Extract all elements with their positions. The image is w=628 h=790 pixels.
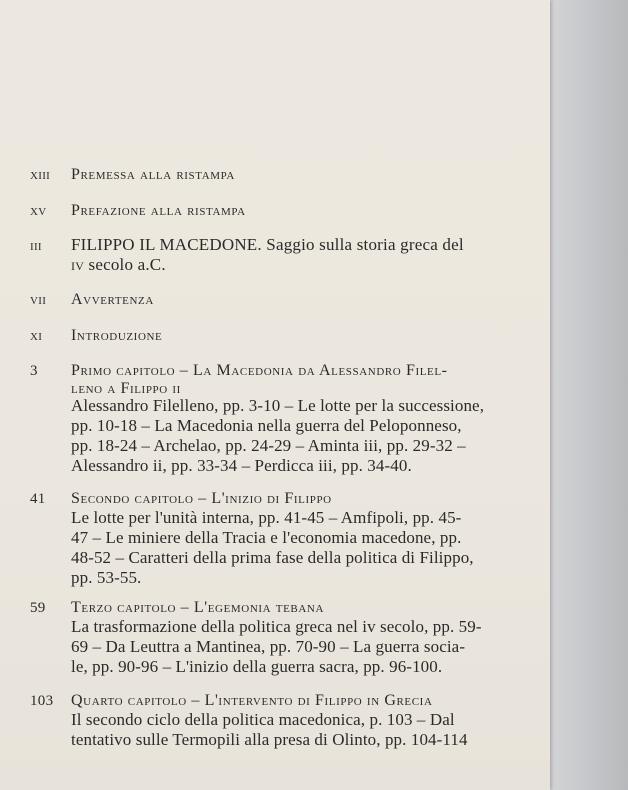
toc-page-number: 41 (30, 491, 46, 507)
summary-line: 69 – Da Leuttra a Mantinea, pp. 70-90 – La guerra socia- (71, 637, 466, 656)
summary-line: pp. 18-24 – Archelao, pp. 24-29 – Aminta iii, pp. 29-32 – (71, 436, 466, 455)
chapter-title: Secondo capitolo – L'inizio di Filippo (71, 490, 332, 507)
chapter-summary (71, 617, 501, 677)
toc-page-number: vii (30, 291, 47, 308)
toc-page-number: 3 (30, 363, 38, 379)
toc-page-number: xv (30, 202, 47, 219)
toc-title: Introduzione (71, 327, 163, 344)
summary-line: pp. 53-55. (71, 568, 142, 587)
summary-line: Il secondo ciclo della politica macedonica, p. 103 – Dal (71, 710, 455, 729)
background-surface (548, 0, 628, 790)
toc-page-number: 103 (30, 693, 54, 709)
toc-title-text: secolo a.C. (84, 255, 166, 274)
chapter-summary (71, 396, 501, 476)
summary-line: Le lotte per l'unità interna, pp. 41-45 – Amfipoli, pp. 45- (71, 508, 462, 527)
toc-title-line (71, 255, 501, 275)
toc-page-number: 59 (30, 600, 46, 616)
toc-page-number: xi (30, 327, 43, 344)
toc-title-line: FILIPPO IL MACEDONE. Saggio sulla storia greca del (71, 235, 464, 254)
summary-line: Alessandro Filelleno, pp. 3-10 – Le lotte per la successione, (71, 396, 485, 415)
toc-title: Premessa alla ristampa (71, 166, 235, 183)
toc-page-number: iii (30, 237, 42, 254)
chapter-title: Quarto capitolo – L'intervento di Filippo in Grecia (71, 692, 433, 709)
summary-line: le, pp. 90-96 – L'inizio della guerra sacra, pp. 96-100. (71, 657, 443, 676)
toc-title (71, 235, 501, 275)
toc-page-number: xiii (30, 166, 51, 183)
summary-line: tentativo sulle Termopili alla presa di Olinto, pp. 104-114 (71, 730, 468, 749)
chapter-title-line: Primo capitolo – La Macedonia da Alessandro Filel- (71, 362, 448, 379)
chapter-summary (71, 710, 501, 750)
roman-numeral: iv (71, 255, 85, 274)
summary-line: 47 – Le miniere della Tracia e l'economia macedone, pp. (71, 528, 462, 547)
chapter-title-line: leno a Filippo ii (71, 380, 181, 397)
toc-title: Prefazione alla ristampa (71, 202, 246, 219)
chapter-title (71, 362, 501, 398)
chapter-summary (71, 508, 501, 588)
summary-line: 48-52 – Caratteri della prima fase della politica di Filippo, (71, 548, 474, 567)
toc-title: Avvertenza (71, 291, 154, 308)
summary-line: La trasformazione della politica greca nel iv secolo, pp. 59- (71, 617, 482, 636)
summary-line: pp. 10-18 – La Macedonia nella guerra del Peloponneso, (71, 416, 462, 435)
summary-line: Alessandro ii, pp. 33-34 – Perdicca iii, pp. 34-40. (71, 456, 412, 475)
chapter-title: Terzo capitolo – L'egemonia tebana (71, 599, 325, 616)
